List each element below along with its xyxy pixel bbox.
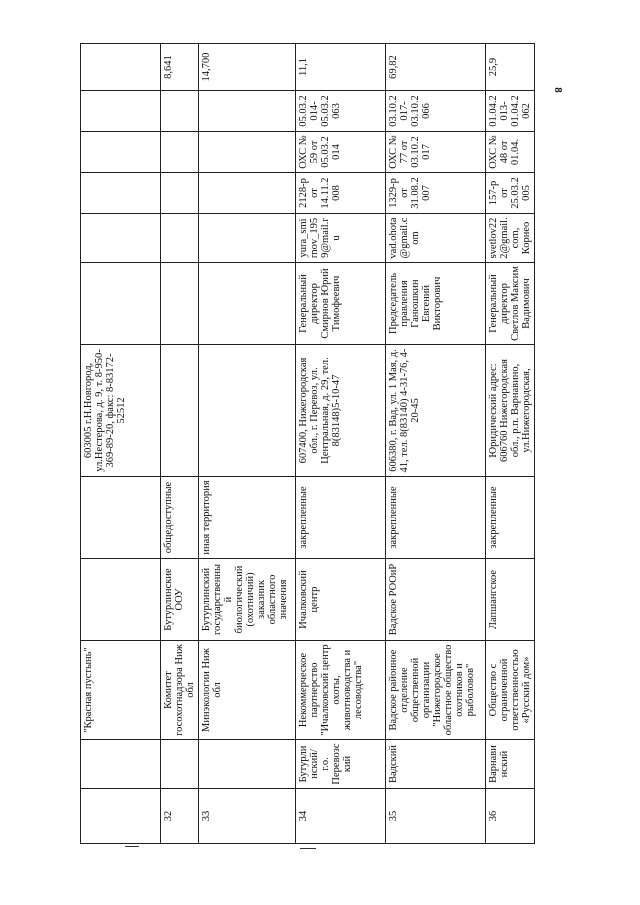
district-cell bbox=[199, 740, 296, 789]
hunting-user-cell: Минэкологии Ниж обл bbox=[199, 641, 296, 740]
row-number-cell bbox=[81, 789, 161, 844]
area-cell: 11,1 bbox=[296, 44, 386, 91]
hunting-user-cell: Вадское районное отделение общественной организации "Нижегородское областное общество охотников и рыболовов" bbox=[386, 641, 486, 740]
decree-cell bbox=[161, 173, 199, 214]
hunting-ground-cell: Бутурлинский государственный биологический (охотничий) заказник областного значения bbox=[199, 559, 296, 641]
decree-cell: 157-р от 25.03.2005 bbox=[486, 173, 535, 214]
term-cell: 03.10.2017-03.10.2066 bbox=[386, 91, 486, 132]
head-cell bbox=[161, 263, 199, 345]
term-cell bbox=[81, 91, 161, 132]
email-cell bbox=[161, 214, 199, 263]
area-cell: 14,700 bbox=[199, 44, 296, 91]
hunting-ground-cell: Лапшангское bbox=[486, 559, 535, 641]
page-number: 8 bbox=[551, 87, 564, 93]
table-row bbox=[296, 44, 386, 844]
hunting-ground-cell: Ичалковский центр bbox=[296, 559, 386, 641]
email-cell bbox=[199, 214, 296, 263]
category-cell: закрепленные bbox=[486, 477, 535, 559]
hunting-user-cell: "Красная пустынь" bbox=[81, 641, 161, 740]
email-cell: vad.ohota@gmail.com bbox=[386, 214, 486, 263]
table-row bbox=[161, 44, 199, 844]
row-number-cell: 32 bbox=[161, 789, 199, 844]
term-cell: 05.03.2014-05.03.2063 bbox=[296, 91, 386, 132]
term-cell: 01.04.2013-01.04.2062 bbox=[486, 91, 535, 132]
row-number-cell: 35 bbox=[386, 789, 486, 844]
table-row bbox=[199, 44, 296, 844]
email-cell: yura_smirnov_1959@mail.ru bbox=[296, 214, 386, 263]
category-cell bbox=[81, 477, 161, 559]
area-cell: 25,9 bbox=[486, 44, 535, 91]
address-cell: 606380, г. Вад, ул. 1 Мая, д. 41, тел. 8(83140) 4-31-76, 4-20-45 bbox=[386, 345, 486, 477]
agreement-cell bbox=[199, 132, 296, 173]
hunting-ground-cell: Бутурлинские ООУ bbox=[161, 559, 199, 641]
term-cell bbox=[199, 91, 296, 132]
margin-dash bbox=[300, 848, 316, 849]
row-number-cell: 34 bbox=[296, 789, 386, 844]
row-number-cell: 33 bbox=[199, 789, 296, 844]
head-cell: Генеральный директор Светлов Максим Вадимович bbox=[486, 263, 535, 345]
address-cell: 603005 г.Н.Новгород, ул.Нестерова, д. 9, т. 8-950-369-89-20, факс: 8-83172-52512 bbox=[81, 345, 161, 477]
decree-cell bbox=[81, 173, 161, 214]
address-cell: Юридический адрес: 606760 Нижегородская обл., р.п. Варнавино, ул.Нижегородская, bbox=[486, 345, 535, 477]
area-cell bbox=[81, 44, 161, 91]
table-row bbox=[386, 44, 486, 844]
agreement-cell bbox=[161, 132, 199, 173]
category-cell: общедоступные bbox=[161, 477, 199, 559]
term-cell bbox=[161, 91, 199, 132]
table-row bbox=[81, 44, 161, 844]
category-cell: закрепленные bbox=[386, 477, 486, 559]
agreement-cell: ОХС № 48 от 01.04. bbox=[486, 132, 535, 173]
head-cell: Председатель правления Ганюшкин Евгений Викторович bbox=[386, 263, 486, 345]
address-cell bbox=[199, 345, 296, 477]
district-cell: Варнавинский bbox=[486, 740, 535, 789]
head-cell bbox=[81, 263, 161, 345]
hunting-user-cell: Комитет госохотнадзора Ниж обл bbox=[161, 641, 199, 740]
decree-cell bbox=[199, 173, 296, 214]
rotated-table-frame bbox=[80, 44, 533, 844]
agreement-cell: ОХС № 77 от 03.10.2017 bbox=[386, 132, 486, 173]
row-number-cell: 36 bbox=[486, 789, 535, 844]
area-cell: 69,82 bbox=[386, 44, 486, 91]
hunting-user-cell: Некоммерческое партнерство "Ичалковский центр охоты, животноводства и лесоводства" bbox=[296, 641, 386, 740]
address-cell bbox=[161, 345, 199, 477]
decree-cell: 2128-р от 14.11.2008 bbox=[296, 173, 386, 214]
agreement-cell bbox=[81, 132, 161, 173]
district-cell: Вадский bbox=[386, 740, 486, 789]
email-cell: svetlov222@gmail.com, Корнео bbox=[486, 214, 535, 263]
hunting-ground-cell bbox=[81, 559, 161, 641]
district-cell bbox=[81, 740, 161, 789]
district-cell: Бутурлинский/ г.о. Перевозский bbox=[296, 740, 386, 789]
head-cell: Генеральный директор Смирнов Юрий Тимофеевич bbox=[296, 263, 386, 345]
agreement-cell: ОХС № 59 от 05.03.2014 bbox=[296, 132, 386, 173]
email-cell bbox=[81, 214, 161, 263]
address-cell: 607400, Нижегородская обл., г. Перевоз, ул. Центральная, д. 29, тел. 8(83148)5-10-47 bbox=[296, 345, 386, 477]
category-cell: иная территория bbox=[199, 477, 296, 559]
decree-cell: 1329-р от 31.08.2007 bbox=[386, 173, 486, 214]
category-cell: закрепленные bbox=[296, 477, 386, 559]
margin-dash bbox=[125, 846, 139, 847]
head-cell bbox=[199, 263, 296, 345]
district-cell bbox=[161, 740, 199, 789]
hunting-ground-cell: Вадское РООиР bbox=[386, 559, 486, 641]
hunting-user-cell: Общество с ограниченной ответственностью «Русский дом» bbox=[486, 641, 535, 740]
hunting-grounds-table bbox=[80, 43, 535, 844]
table-row bbox=[486, 44, 535, 844]
area-cell: 8,641 bbox=[161, 44, 199, 91]
